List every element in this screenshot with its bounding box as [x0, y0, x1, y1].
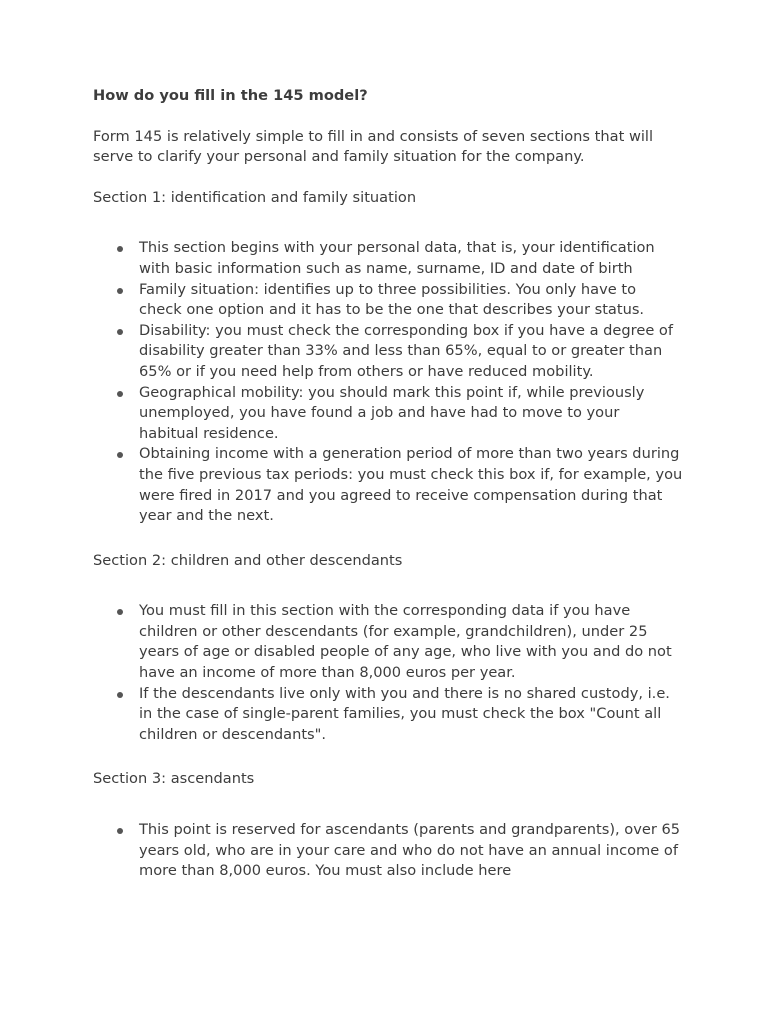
list-item-text: This point is reserved for ascendants (parents and grandparents), over 65 years old, who are in your care and who do not have an annual income of more than 8,000 euros. You must also include here [139, 821, 681, 880]
list-item [93, 684, 683, 746]
list-item-text: If the descendants live only with you and there is no shared custody, i.e. in the case of single-parent families, you must check the box "Count all children or descendants". [139, 684, 670, 743]
bullet-icon [117, 246, 123, 252]
list-item [93, 601, 683, 683]
document-page [93, 86, 683, 882]
list-item [93, 321, 683, 383]
document-heading: How do you fill in the 145 model? [93, 87, 368, 104]
list-item [93, 444, 683, 526]
section-2-list [93, 601, 683, 745]
bullet-icon [117, 828, 123, 834]
list-item-text: This section begins with your personal data, that is, your identification with basic information such as name, surname, ID and date of birth [139, 239, 655, 277]
list-item-text: Family situation: identifies up to three possibilities. You only have to check one option and it has to be the one that describes your status. [139, 280, 645, 319]
bullet-icon [117, 329, 123, 335]
list-item-text: Obtaining income with a generation period of more than two years during the five previous tax periods: you must check this box if, for example, you were fired in 2017 and you agreed to receive compensation during that year and the next. [139, 445, 683, 525]
section-3-title: Section 3: ascendants [93, 770, 255, 788]
list-item [93, 820, 683, 882]
list-item-text: Geographical mobility: you should mark this point if, while previously unemployed, you have found a job and have had to move to your habitual residence. [139, 383, 645, 442]
bullet-icon [117, 288, 123, 294]
bullet-icon [117, 609, 123, 615]
intro-paragraph: Form 145 is relatively simple to fill in and consists of seven sections that will serve to clarify your personal and family situation for the company. [93, 127, 654, 166]
list-item [93, 238, 683, 279]
list-item [93, 280, 683, 321]
bullet-icon [117, 452, 123, 458]
section-1-list [93, 238, 683, 526]
bullet-icon [117, 692, 123, 698]
list-item-text: Disability: you must check the corresponding box if you have a degree of disability greater than 33% and less than 65%, equal to or greater than 65% or if you need help from others or have reduced mobility. [139, 321, 674, 380]
section-1-title: Section 1: identification and family situation [93, 188, 417, 206]
section-2-title: Section 2: children and other descendants [93, 551, 403, 569]
list-item-text: You must fill in this section with the corresponding data if you have children or other descendants (for example, grandchildren), under 25 years of age or disabled people of any age, who live with you and do not have an income of more than 8,000 euros per year. [139, 602, 672, 682]
bullet-icon [117, 391, 123, 397]
list-item [93, 383, 683, 445]
section-3-list [93, 820, 683, 882]
